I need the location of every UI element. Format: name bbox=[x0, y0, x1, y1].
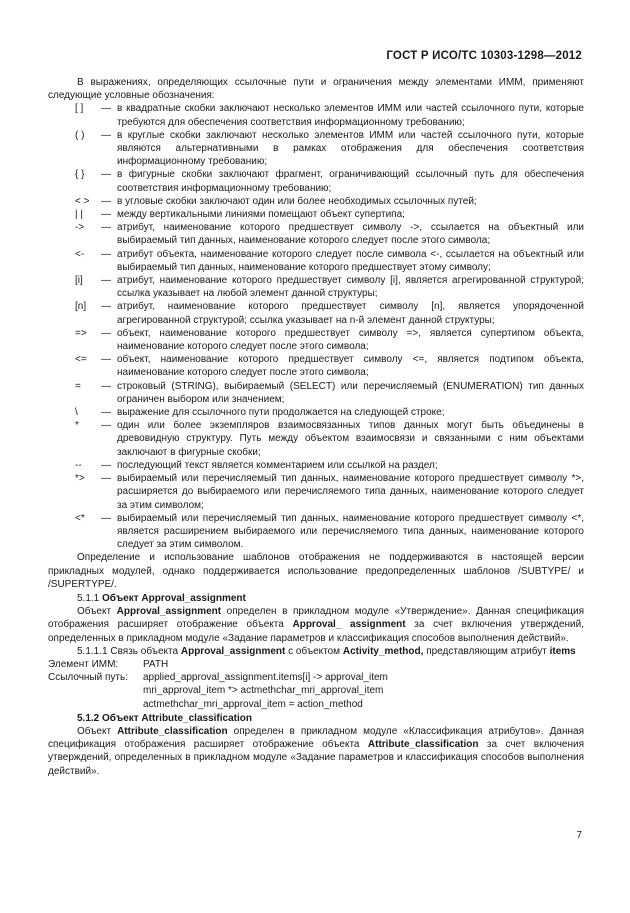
notation-dash: — bbox=[101, 380, 111, 392]
standard-header: ГОСТ Р ИСО/ТС 10303-1298—2012 bbox=[386, 50, 582, 62]
text-run: представляющим атрибут bbox=[423, 645, 550, 657]
notation-symbol: <* bbox=[75, 512, 85, 524]
entity-name: Attribute_classification bbox=[117, 725, 228, 737]
notation-symbol: < > bbox=[75, 195, 90, 207]
mim-element-value: PATH bbox=[143, 658, 169, 670]
notation-symbol: [n] bbox=[75, 301, 87, 313]
notation-item bbox=[48, 300, 584, 326]
notation-description: последующий текст является комментарием или ссылкой на раздел; bbox=[117, 459, 438, 471]
section-5-1-1-paragraph bbox=[48, 605, 584, 645]
notation-description: в квадратные скобки заключают несколько элементов ИММ или частей ссылочного пути, которые требуются для обеспечения соответствия информационному требованию; bbox=[117, 103, 584, 128]
notation-description: выражение для ссылочного пути продолжается на следующей строке; bbox=[117, 407, 445, 419]
notation-description: выбираемый или перечисляемый тип данных, наименование которого предшествует символу <*, является расширением выбираемого или перечисляемого типа данных, наименование которого следует за этим символом. bbox=[117, 512, 584, 551]
notation-description: выбираемый или перечисляемый тип данных, наименование которого предшествует символу *>, расширяется до выбираемого или перечисляемого типа данных, наименование которого следует за этим символом; bbox=[117, 473, 584, 511]
section-5-1-1-1-paragraph bbox=[48, 645, 584, 658]
text-run: за счет включения утверждений, определенных в прикладном модуле «Задание параметров и классификация способов выполнения действий». bbox=[48, 619, 584, 644]
section-number: 5.1.2 bbox=[77, 712, 100, 724]
notation-dash: — bbox=[101, 169, 111, 181]
notation-description: строковый (STRING), выбираемый (SELECT) или перечисляемый (ENUMERATION) тип данных ограничен выбором или значением; bbox=[117, 380, 584, 405]
notation-dash: — bbox=[101, 327, 111, 339]
text-run: определен в прикладном модуле «Классификация атрибутов». Данная спецификация отображения расширяет отображение объекта bbox=[48, 725, 584, 751]
notation-item bbox=[48, 195, 584, 208]
notation-dash: — bbox=[101, 103, 111, 115]
notation-item bbox=[48, 248, 584, 274]
section-number: 5.1.1 bbox=[77, 592, 100, 604]
notation-dash: — bbox=[101, 473, 111, 485]
mim-element-label: Элемент ИММ: bbox=[48, 658, 119, 670]
notation-symbol: { } bbox=[75, 169, 85, 181]
text-run: определен в прикладном модуле «Утверждение». Данная спецификация отображения расширяет отображение объекта bbox=[48, 606, 584, 631]
text-run: Связь объекта bbox=[110, 645, 181, 657]
section-5-1-1-heading bbox=[48, 592, 584, 605]
notation-dash: — bbox=[101, 354, 111, 366]
notation-symbol: -- bbox=[75, 459, 82, 471]
section-title: Объект Approval_assignment bbox=[102, 592, 246, 604]
section-title: Объект Attribute_classification bbox=[102, 712, 252, 724]
reference-path-line: actmethchar_mri_approval_item = action_method bbox=[143, 698, 363, 710]
text-run: Объект bbox=[77, 606, 117, 618]
reference-path-lines bbox=[143, 671, 584, 711]
notation-symbol: | | bbox=[75, 209, 83, 221]
notation-symbol: ( ) bbox=[75, 129, 85, 141]
notation-symbol: <= bbox=[75, 354, 87, 366]
entity-name: Attribute_classification bbox=[367, 739, 479, 751]
notation-description: в круглые скобки заключают несколько элементов ИММ или частей ссылочного пути, которые являются альтернативными в рамках отображения для обеспечения соответствия информационному требованию; bbox=[117, 129, 584, 168]
page-content bbox=[48, 76, 584, 778]
reference-path-label: Ссылочный путь: bbox=[48, 672, 128, 684]
notation-description: между вертикальными линиями помещают объект супертипа; bbox=[117, 209, 405, 221]
notation-item bbox=[48, 459, 584, 472]
text-run: с объектом bbox=[285, 645, 343, 657]
notation-symbol: *> bbox=[75, 473, 85, 485]
notation-dash: — bbox=[101, 420, 111, 432]
notation-item bbox=[48, 102, 584, 128]
subsection-number: 5.1.1.1 bbox=[77, 645, 108, 657]
reference-path-row bbox=[48, 671, 584, 711]
intro-paragraph: В выражениях, определяющих ссылочные пути и ограничения между элементами ИММ, применяют следующие условные обозначения: bbox=[48, 77, 584, 102]
notation-symbol: * bbox=[75, 420, 79, 432]
notation-symbol: => bbox=[75, 327, 87, 339]
notation-item bbox=[48, 274, 584, 300]
notation-item bbox=[48, 168, 584, 194]
notation-item bbox=[48, 419, 584, 459]
entity-name: Approval_assignment bbox=[116, 606, 222, 618]
notation-item bbox=[48, 512, 584, 552]
notation-dash: — bbox=[101, 248, 111, 260]
text-run: за счет включения утверждений, определенных в прикладном модуле «Задание параметров и классификация способов выполнения действий». bbox=[48, 739, 584, 777]
notation-symbol: \ bbox=[75, 407, 78, 419]
notation-symbol: <- bbox=[75, 248, 85, 260]
notation-item bbox=[48, 327, 584, 353]
notation-description: объект, наименование которого предшествует символу =>, является супертипом объекта, наименование которого следует после этого символа; bbox=[117, 327, 584, 353]
notation-item bbox=[48, 221, 584, 247]
notation-description: атрибут объекта, наименование которого следует после символа <-, ссылается на объектный или выбираемый тип данных, наименование которого предшествует этому символу; bbox=[117, 248, 584, 273]
reference-path-line: applied_approval_assignment.items[i] -> approval_item bbox=[143, 672, 388, 684]
section-5-1-2-paragraph bbox=[48, 725, 584, 778]
notation-symbol: [i] bbox=[75, 275, 83, 287]
reference-path-line: mri_approval_item *> actmethchar_mri_approval_item bbox=[143, 685, 384, 697]
notation-symbol: -> bbox=[75, 222, 85, 234]
notation-dash: — bbox=[101, 275, 111, 287]
notation-item bbox=[48, 353, 584, 379]
notation-item bbox=[48, 129, 584, 169]
notation-description: атрибут, наименование которого предшествует символу [i], является агрегированной структурой; ссылка указывает на любой элемент данной структуры; bbox=[117, 275, 584, 300]
notation-symbol: [ ] bbox=[75, 103, 84, 115]
notation-description: в угловые скобки заключают один или более необходимых ссылочных путей; bbox=[117, 195, 477, 207]
notation-symbol: = bbox=[75, 380, 81, 392]
notation-dash: — bbox=[101, 459, 111, 471]
notation-item bbox=[48, 472, 584, 512]
notation-item bbox=[48, 406, 584, 419]
notation-dash: — bbox=[101, 301, 111, 313]
notation-dash: — bbox=[101, 222, 111, 234]
template-note-paragraph: Определение и использование шаблонов отображения не поддерживаются в настоящей версии прикладных модулей, однако поддерживается использование предопределенных шаблонов /SUBTYPE/ и /SUPERTYPE/. bbox=[48, 552, 584, 590]
notation-item bbox=[48, 380, 584, 406]
notation-description: один или более экземпляров взаимосвязанных типов данных могут быть объединены в древовидную структуру. Путь между объектом взаимосвязи и связанными с ним объектами заключают в фигурные скобки; bbox=[117, 420, 584, 458]
notation-list bbox=[48, 102, 584, 551]
mim-element-row bbox=[48, 658, 584, 671]
notation-dash: — bbox=[101, 129, 111, 141]
page-number: 7 bbox=[576, 830, 582, 841]
notation-description: в фигурные скобки заключают фрагмент, ограничивающий ссылочный путь для обеспечения соответствия информационному требованию; bbox=[117, 169, 584, 194]
notation-dash: — bbox=[101, 407, 111, 419]
notation-dash: — bbox=[101, 512, 111, 524]
notation-description: атрибут, наименование которого предшествует символу ->, ссылается на объектный или выбираемый тип данных, наименование которого следует после этого символа; bbox=[117, 222, 584, 247]
notation-dash: — bbox=[101, 195, 111, 207]
notation-item bbox=[48, 208, 584, 221]
entity-name: Approval_ assignment bbox=[292, 619, 406, 631]
attribute-name: items bbox=[549, 645, 576, 657]
text-run: Объект bbox=[77, 725, 118, 737]
notation-dash: — bbox=[101, 209, 111, 221]
notation-description: объект, наименование которого предшествует символу <=, является подтипом объекта, наименование которого следует после этого символа; bbox=[117, 354, 584, 379]
notation-description: атрибут, наименование которого предшествует символу [n], является упорядоченной агрегированной структурой; ссылка указывает на n-й элемент данной структуры; bbox=[117, 301, 584, 326]
section-5-1-2-heading bbox=[48, 712, 584, 725]
entity-name: Approval_assignment bbox=[180, 645, 286, 657]
entity-name: Activity_method, bbox=[342, 645, 424, 657]
